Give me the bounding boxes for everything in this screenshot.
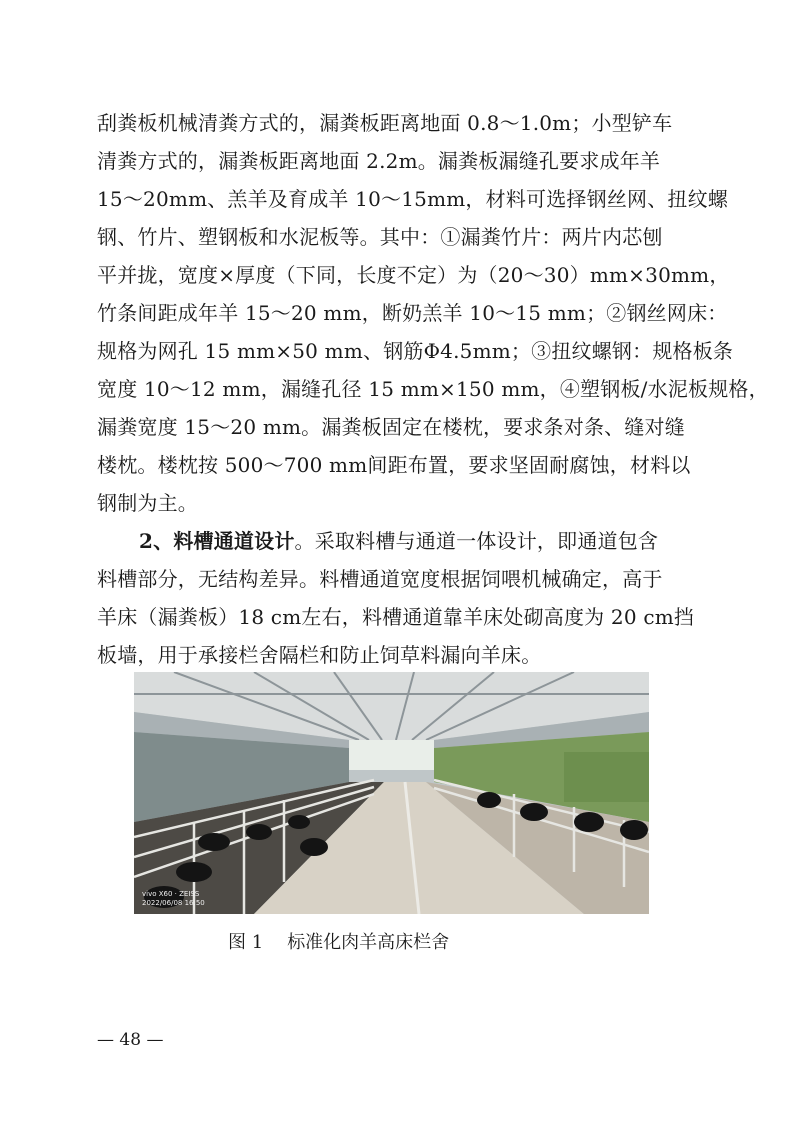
paragraph-line: 竹条间距成年羊 15～20 mm，断奶羔羊 10～15 mm；②钢丝网床： <box>97 301 728 325</box>
paragraph-line: 料槽部分，无结构差异。料槽通道宽度根据饲喂机械确定，高于 <box>97 567 663 591</box>
paragraph-line: 15～20mm、羔羊及育成羊 10～15mm，材料可选择钢丝网、扭纹螺 <box>97 187 729 211</box>
paragraph-line: 楼枕。楼枕按 500～700 mm间距布置，要求坚固耐腐蚀，材料以 <box>97 453 691 477</box>
paragraph-line: 平并拢，宽度×厚度（下同，长度不定）为（20～30）mm×30mm， <box>97 263 730 287</box>
section-heading: 2、料槽通道设计 <box>139 529 295 553</box>
body-text <box>97 104 769 674</box>
paragraph-line: 宽度 10～12 mm，漏缝孔径 15 mm×150 mm，④塑钢板/水泥板规格， <box>97 377 769 401</box>
watermark-date: 2022/06/08 16:50 <box>142 899 205 907</box>
figure-title: 标准化肉羊高床栏舍 <box>287 932 450 953</box>
paragraph-line: 刮粪板机械清粪方式的，漏粪板距离地面 0.8～1.0m；小型铲车 <box>97 111 673 135</box>
paragraph-line: 板墙，用于承接栏舍隔栏和防止饲草料漏向羊床。 <box>97 643 542 667</box>
barn-photo <box>134 672 649 914</box>
photo-watermark <box>142 890 205 908</box>
section-heading-line <box>97 522 697 560</box>
paragraph-line: 羊床（漏粪板）18 cm左右，料槽通道靠羊床处砌高度为 20 cm挡 <box>97 605 695 629</box>
figure-number: 图 1 <box>228 932 264 953</box>
section-heading-continuation: 。采取料槽与通道一体设计，即通道包含 <box>294 529 659 553</box>
paragraph-line: 规格为网孔 15 mm×50 mm、钢筋Φ4.5mm；③扭纹螺钢：规格板条 <box>97 339 734 363</box>
watermark-camera: vivo X60 · ZEISS <box>142 890 200 898</box>
page-number: — 48 — <box>97 1030 164 1050</box>
figure-caption <box>228 928 449 954</box>
paragraph-line: 清粪方式的，漏粪板距离地面 2.2m。漏粪板漏缝孔要求成年羊 <box>97 149 661 173</box>
paragraph-line: 漏粪宽度 15～20 mm。漏粪板固定在楼枕，要求条对条、缝对缝 <box>97 415 685 439</box>
paragraph-line: 钢制为主。 <box>97 491 198 515</box>
barn-photo-illustration <box>134 672 649 914</box>
paragraph-line: 钢、竹片、塑钢板和水泥板等。其中：①漏粪竹片：两片内芯刨 <box>97 225 663 249</box>
